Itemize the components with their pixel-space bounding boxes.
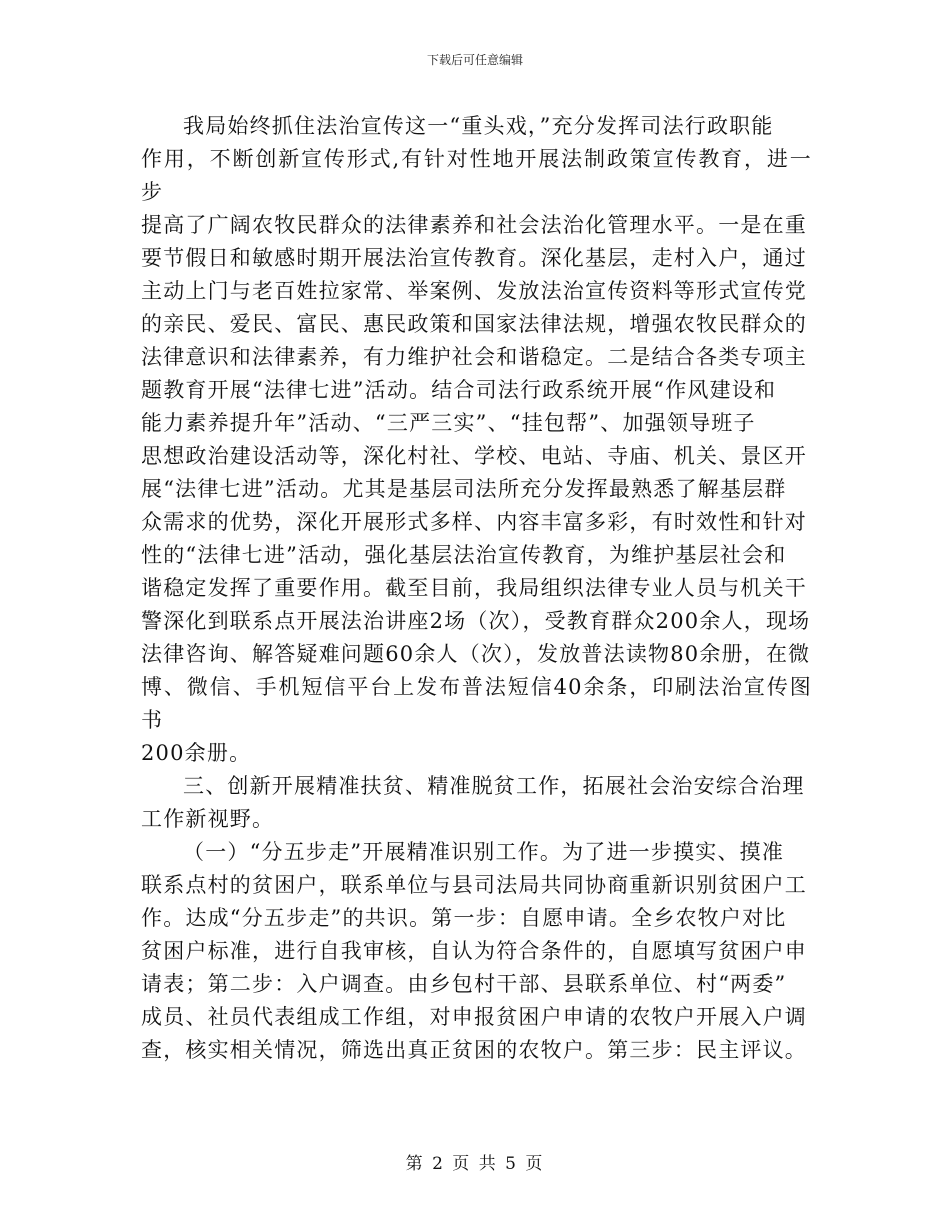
- paragraph-section-three-heading: 三、创新开展精准扶贫、精准脱贫工作，拓展社会治安综合治理 工作新视野。: [141, 774, 805, 831]
- paragraph-legal-publicity: 我局始终抓住法治宣传这一“重头戏，”充分发挥司法行政职能 作用，不断创新宣传形式,有针对性地开展法制政策宣传教育，进一步 提高了广阔农牧民群众的法律素养和社会法治化管理水平。一是在重 要节假日和敏感时期开展法治宣传教育。深化基层，走村入户，通过 主动上门与老百姓拉家常、举案例、发放法治宣传资料等形式宣传党 的亲民、爱民、富民、惠民政策和国家法律法规，增强农牧民群众的 法律意识和法律素养，有力维护社会和谐稳定。二是结合各类专项主 题教育开展“法律七进”活动。结合司法行政系统开展“作风建设和 能力素养提升年”活动、“三严三实”、“挂包帮”、加强领导班子 思想政治建设活动等，深化村社、学校、电站、寺庙、机关、景区开 展“法律七进”活动。尤其是基层司法所充分发挥最熟悉了解基层群 众需求的优势，深化开展形式多样、内容丰富多彩，有时效性和针对 性的“法律七进”活动，强化基层法治宣传教育，为维护基层社会和 谐稳定发挥了重要作用。截至目前，我局组织法律专业人员与机关干 警深化到联系点开展法治讲座2场（次），受教育群众200余人，现场 法律咨询、解答疑难问题60余人（次），发放普法读物80余册，在微 博、微信、手机短信平台上发布普法短信40余条，印刷法治宣传图书 200余册。: [141, 114, 812, 765]
- page-number: 第 2 页 共 5 页: [405, 1154, 545, 1174]
- paragraph-five-steps: （一）“分五步走”开展精准识别工作。为了进一步摸实、摸准 联系点村的贫困户，联系单位与县司法局共同协商重新识别贫困户工 作。达成“分五步走”的共识。第一步：自愿申请。全乡农牧户对比 贫困户标准，进行自我审核，自认为符合条件的，自愿填写贫困户申 请表；第二步：入户调查。由乡包村干部、县联系单位、村“两委” 成员、社员代表组成工作组，对申报贫困户申请的农牧户开展入户调 查，核实相关情况，筛选出真正贫困的农牧户。第三步：民主评议。: [141, 840, 807, 1062]
- page-header: 下载后可任意编辑: [426, 53, 523, 67]
- document-body: [141, 110, 812, 1067]
